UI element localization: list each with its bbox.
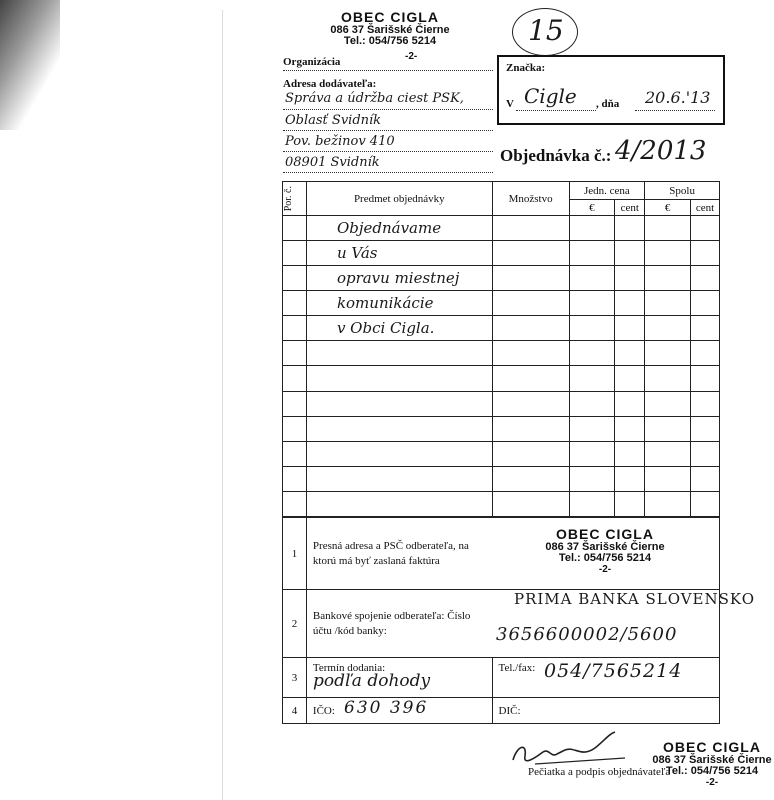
organizacia-label: Organizácia [283,56,341,68]
ico-label: IČO: [312,704,335,717]
dic-label: DIČ: [498,704,521,717]
section-1-stamp-number: -2- [598,563,612,575]
bank-account: 3656600002/5600 [496,624,678,645]
header-spolu: Spolu [645,182,720,200]
delivery-term: podľa dohody [313,671,431,691]
supplier-rule-4 [283,172,493,173]
adresa-label: Adresa dodávateľa: [283,78,377,90]
znacka-place-line [516,110,596,111]
stamp-title: OBEC CIGLA [341,9,439,25]
section-3-number: 3 [283,658,307,698]
paper-edge [222,10,223,800]
supplier-line-3: Pov. bežinov 410 [285,134,395,149]
supplier-line-2: Oblasť Svidník [285,113,382,128]
section-3-label: Termín dodania: [312,662,386,674]
znacka-place: Cigle [524,84,577,108]
order-number: 4/2013 [615,136,707,166]
tel-label: Tel./fax: [498,662,536,674]
organizacia-line [283,70,493,71]
stamp-phone: Tel.: 054/756 5214 [343,35,437,48]
znacka-label: Značka: [506,62,546,74]
footer-stamp-title: OBEC CIGLA [663,739,761,755]
stamp-number: -2- [405,51,418,62]
section-2-number: 2 [283,590,307,658]
supplier-line-4: 08901 Svidník [285,155,380,170]
section-1-stamp [540,527,670,575]
tel-value: 054/7565214 [544,660,683,682]
footer-stamp-number: -2- [705,776,719,788]
item-line-1: Objednávame [306,216,492,241]
item-line-3: opravu miestnej [306,266,492,291]
order-label: Objednávka č.: [500,146,612,165]
header-jedn-eur: € [569,200,615,216]
header-jedn-cena: Jedn. cena [569,182,645,200]
header-spolu-eur: € [645,200,691,216]
scan-shadow [0,0,60,130]
section-1-stamp-title: OBEC CIGLA [556,526,654,542]
header-predmet: Predmet objednávky [306,182,492,216]
footer-stamp-address: 086 37 Šarišské Čierne [652,753,772,766]
supplier-line-1: Správa a údržba ciest PSK, [285,91,464,106]
bank-name: PRIMA BANKA SLOVENSKO [514,590,756,608]
supplier-rule-3 [283,151,493,152]
znacka-date-line [635,110,715,111]
footer-label: Pečiatka a podpis objednávateľa [528,766,671,778]
znacka-date: 20.6.'13 [645,88,711,107]
section-2-label: Bankové spojenie odberateľa: Číslo účtu /kód banky: [312,609,471,637]
section-1-number: 1 [283,518,307,590]
item-line-4: komunikácie [306,291,492,316]
header-stamp [325,10,455,48]
footer-stamp [650,740,774,788]
section-4-number: 4 [283,698,307,724]
section-1-stamp-phone: Tel.: 054/756 5214 [558,552,652,565]
header-jedn-cent: cent [615,200,645,216]
supplier-rule-1 [283,109,493,110]
item-line-5: v Obci Cigla. [306,316,492,341]
znacka-dna-label: , dňa [596,98,620,110]
footer-stamp-phone: Tel.: 054/756 5214 [665,765,759,778]
supplier-rule-2 [283,130,493,131]
header-mnozstvo: Množstvo [492,182,569,216]
stamp-address: 086 37 Šarišské Čierne [330,23,450,36]
header-spolu-cent: cent [691,200,720,216]
section-1-label: Presná adresa a PSČ odberateľa, na ktorú má byť zaslaná faktúra [312,539,469,567]
items-table [282,181,720,517]
section-1-stamp-address: 086 37 Šarišské Čierne [545,540,665,553]
ico-value: 630 396 [344,698,429,718]
header-por-text: Por. č. [283,185,294,212]
header-por [283,182,307,216]
znacka-prefix: V [506,98,514,110]
item-line-2: u Vás [306,241,492,266]
document-number: 15 [528,14,564,47]
